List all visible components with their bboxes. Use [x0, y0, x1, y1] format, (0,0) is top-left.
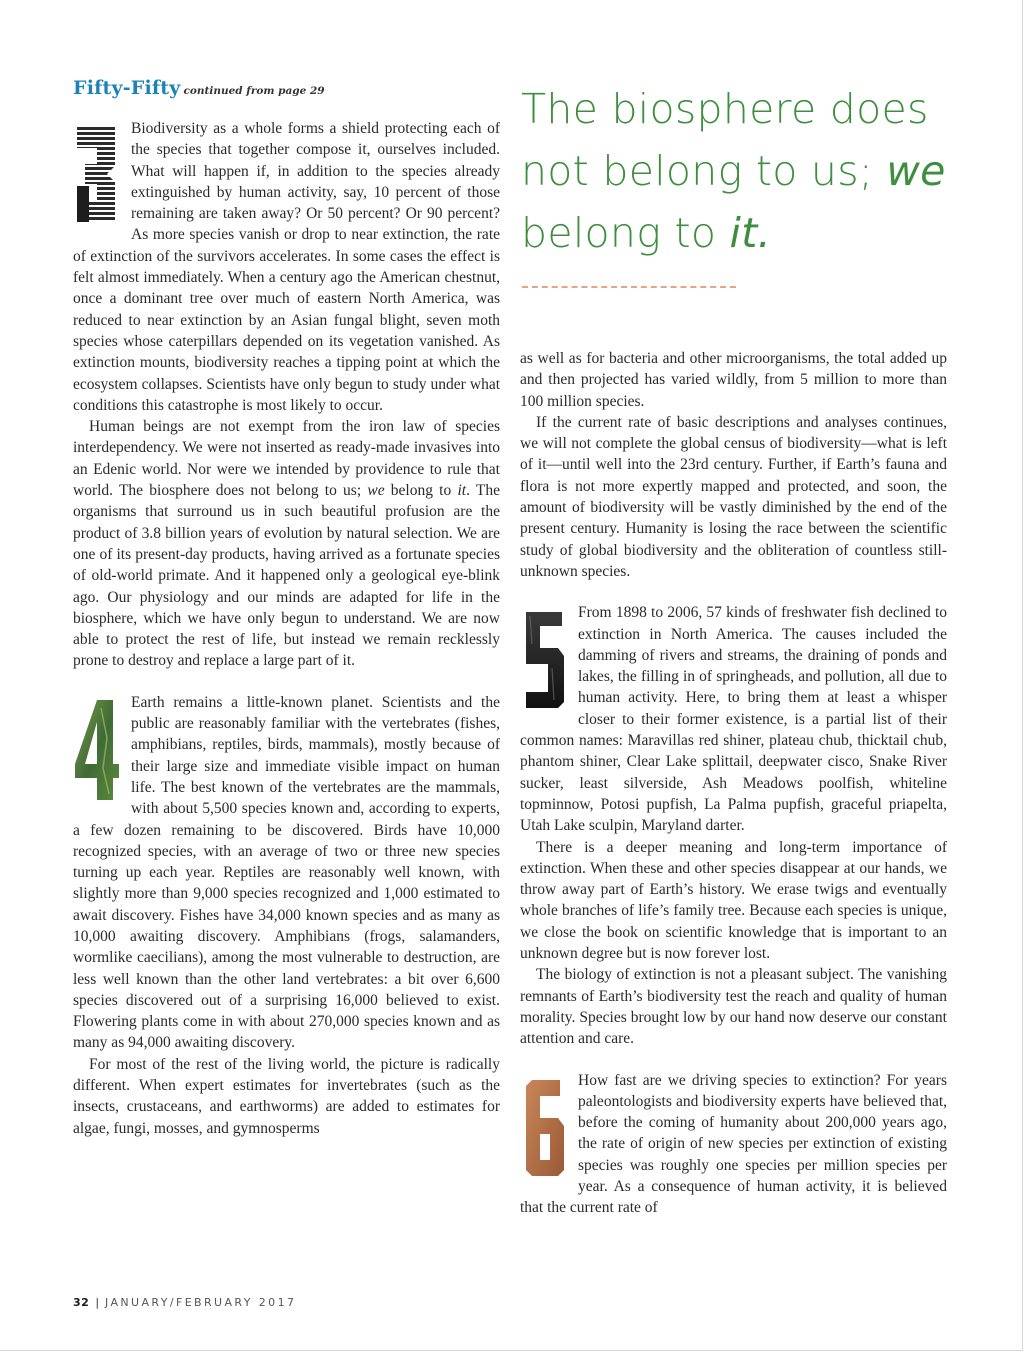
section3-paragraph1: Biodiversity as a whole forms a shield protecting each of the species that together compose it, ourselves included. What will happen if, in addition to the species already extinguished by human activity, say, 10 percent of those remaining are taken away? Or 50 percent? Or 90 percent? As more species vanish or drop to near extinction, the rate of extinction of the survivors accelerates. In some cases the effect is felt almost immediately. When a century ago the American chestnut, once a dominant tree over much of eastern North America, was reduced to near extinction by an Asian fungal blight, seven moth species whose caterpillars depended on its vegetation vanished. As extinction mounts, biodiversity reaches a tipping point at which the ecosystem collapses. Scientists have only begun to study under what conditions this catastrophe is most likely to occur. [73, 120, 500, 414]
right-column [520, 76, 947, 1219]
heading-title: Fifty-Fifty [73, 77, 181, 99]
s3p2-we: we [367, 482, 385, 500]
dropcap-five [520, 608, 566, 712]
footer-separator: | [95, 1296, 100, 1309]
section4-paragraph2: For most of the rest of the living world, the picture is radically different. When expert estimates for invertebrates (such as the insects, crustaceans, and earthworms) are added to estimates for algae, fungi, mosses, and gymnosperms [73, 1055, 500, 1137]
dropcap-six-graphic [520, 1076, 566, 1180]
dropcap-four-graphic [73, 698, 119, 802]
section6-paragraph1: How fast are we driving species to extinction? For years paleontologists and biodiversity experts have believed that, before the coming of humanity about 200,000 years ago, the rate of origin of new species per extinction of existing species was roughly one species per million species per year. As a consequence of human activity, it is believed that the current rate of [520, 1071, 947, 1217]
continued-note: continued from page 29 [183, 85, 325, 97]
pull-quote-part-a: The biosphere does not belong to us; [521, 85, 929, 195]
dropcap-six [520, 1076, 566, 1180]
page-number: 32 [73, 1296, 90, 1309]
section-heading [73, 76, 500, 103]
right-body [520, 348, 947, 1219]
page-footer [73, 1296, 296, 1309]
dropcap-three [73, 122, 119, 226]
issue-date: JANUARY/FEBRUARY 2017 [105, 1296, 297, 1309]
left-column [73, 76, 500, 1139]
s3p2-it: it [457, 482, 467, 500]
dropcap-five-graphic [520, 608, 566, 712]
s3p2-part-b: belong to [384, 482, 458, 500]
pull-quote [521, 78, 947, 264]
pull-quote-it: it. [729, 209, 771, 257]
section4-paragraph1: Earth remains a little-known planet. Scientists and the public are reasonably familiar with the vertebrates (fishes, amphibians, reptiles, birds, mammals), mostly because of their large size and immediate visible impact on human life. The best known of the vertebrates are the mammals, with about 5,500 species known and, according to experts, a few dozen remaining to be discovered. Birds have 10,000 recognized species, with an average of two or three new species turning up each year. Reptiles are reasonably well known, with slightly more than 9,000 species recognized and 1,000 estimated to await discovery. Fishes have 34,000 known species and as many as 10,000 awaiting discovery. Amphibians (frogs, salamanders, wormlike caecilians), among the most vulnerable to destruction, are less well known than the other land vertebrates: a bit over 6,600 species discovered out of a surprising 16,000 believed to exist. Flowering plants come in with about 270,000 species known and as many as 94,000 awaiting discovery. [73, 693, 500, 1052]
s3p2-part-c: . The organisms that surround us in such beautiful profusion are the product of 3.8 billion years of evolution by natural selection. We are one of its present-day products, having arrived as a fortunate species of old-world primate. And it happened only a geological eye-blink ago. Our physiology and our minds are adapted for life in the biosphere, which we have only begun to understand. We are now able to protect the rest of life, but instead we remain recklessly prone to destroy and replace a large part of it. [73, 482, 500, 670]
pull-quote-divider [522, 286, 736, 288]
dropcap-three-graphic [73, 122, 119, 226]
pull-quote-we: we [886, 147, 946, 195]
section5-paragraph1: From 1898 to 2006, 57 kinds of freshwater fish declined to extinction in North America. The causes included the damming of rivers and streams, the draining of ponds and lakes, the filling in of springheads, and pollution, all due to human activity. Here, to bring them at least a whisper closer to their former existence, is a partial list of their common names: Maravillas red shiner, plateau chub, thicktail chub, phantom shiner, Clear Lake splittail, deepwater cisco, Snake River sucker, least silverside, Ash Meadows poolfish, whiteline topminnow, Potosi pupfish, La Palma pupfish, graceful priapelta, Utah Lake sculpin, Maryland darter. [520, 604, 947, 835]
section5-paragraph3: The biology of extinction is not a pleasant subject. The vanishing remnants of Earth’s biodiversity test the reach and quality of human morality. Species brought low by our hand now deserve our constant attention and care. [520, 966, 947, 1048]
right-paragraph2: If the current rate of basic descriptions and analyses continues, we will not complete the global census of biodiversity—what is left of it—until well into the 23rd century. Further, if Earth’s fauna and flora is not more expertly mapped and protected, and soon, the amount of biodiversity will be vastly diminished by the end of the present century. Humanity is losing the race between the scientific study of global biodiversity and the obliteration of countless still-unknown species. [520, 413, 947, 580]
section5-paragraph2: There is a deeper meaning and long-term importance of extinction. When these and other species disappear at our hands, we throw away part of Earth’s history. We erase twigs and eventually whole branches of life’s family tree. Because each species is unique, we close the book on scientific knowledge that is important to an unknown degree but is now forever lost. [520, 838, 947, 963]
section3-paragraph2 [73, 416, 500, 672]
dropcap-four [73, 698, 119, 802]
right-paragraph1: as well as for bacteria and other microorganisms, the total added up and then projected has varied wildly, from 5 million to more than 100 million species. [520, 350, 947, 410]
s3p2-part-a: Human beings are not exempt from the iron law of species interdependency. We were not inserted as ready-made invasives into an Edenic world. Nor were we intended by providence to rule that world. The biosphere does not belong to us; [73, 418, 500, 500]
pull-quote-part-b: belong to [521, 209, 730, 257]
